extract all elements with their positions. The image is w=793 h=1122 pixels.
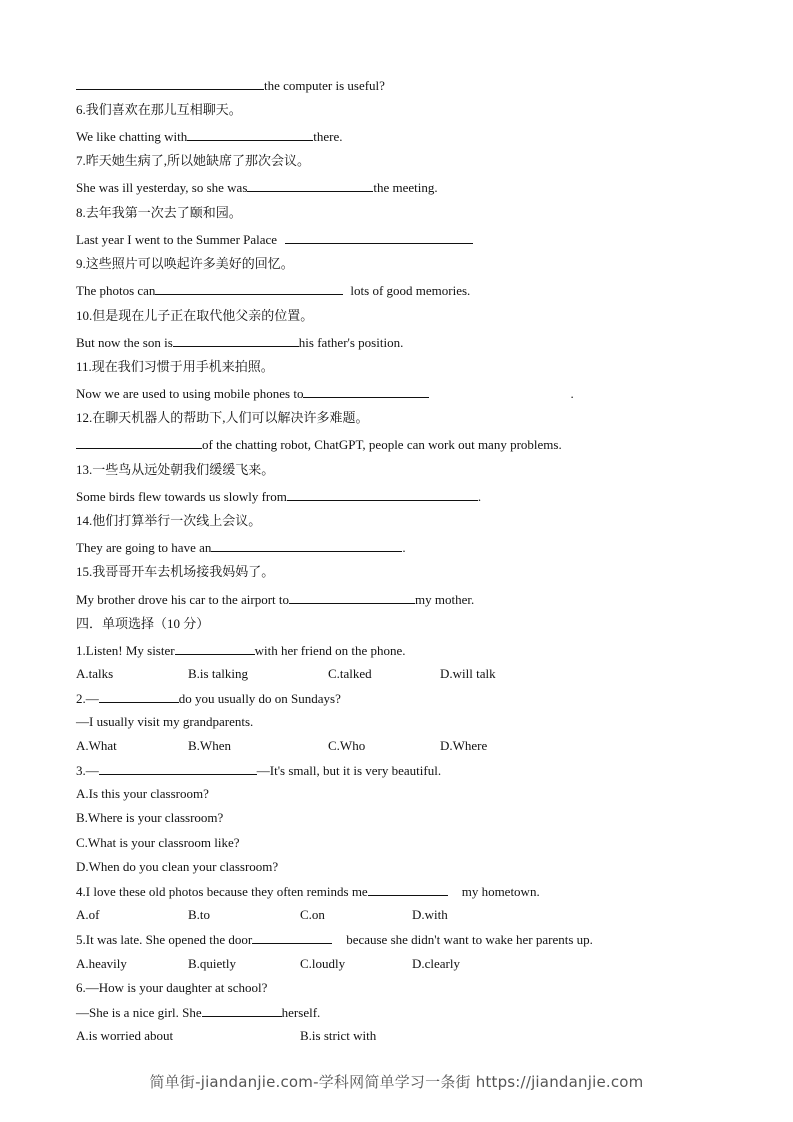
question-13-chinese: 13.一些鸟从远处朝我们缓缓飞来。 (76, 462, 275, 477)
answer-blank[interactable] (76, 436, 202, 449)
answer-blank[interactable] (202, 1004, 282, 1017)
answer-blank[interactable] (155, 282, 343, 295)
mc-question-4-options (76, 907, 448, 923)
line-text: do you usually do on Sundays? (178, 691, 341, 706)
line-text: his father's position. (298, 335, 404, 350)
option-c[interactable]: C.talked (328, 666, 372, 681)
question-15-english (76, 591, 474, 608)
answer-blank[interactable] (187, 128, 313, 141)
section-4-heading: 四．单项选择（10 分） (76, 616, 210, 631)
question-9-chinese: 9.这些照片可以唤起许多美好的回忆。 (76, 256, 294, 271)
line-text: Some birds flew towards us slowly from (76, 489, 287, 504)
line-text: 2.— (76, 691, 99, 706)
mc-question-2-options (76, 738, 487, 754)
option-b[interactable]: B.When (188, 738, 231, 753)
option-b[interactable]: B.quietly (188, 956, 237, 971)
line-text: 5.It was late. She opened the door (76, 932, 253, 947)
question-8-english (76, 231, 473, 248)
line-text: there. (313, 129, 343, 144)
line-text: . (570, 386, 574, 401)
option-b[interactable]: B.is strict with (300, 1028, 377, 1043)
option-a[interactable]: A.is worried about (76, 1028, 174, 1043)
line-text: because she didn't want to wake her parents up. (346, 932, 593, 947)
answer-blank[interactable] (303, 385, 429, 398)
line-text: She was ill yesterday, so she was (76, 180, 248, 195)
option-b[interactable]: B.is talking (188, 666, 248, 681)
option-c[interactable]: C.What is your classroom like? (76, 835, 240, 850)
question-9-english (76, 282, 470, 299)
line-text: . (477, 489, 482, 504)
question-8-chinese: 8.去年我第一次去了颐和园。 (76, 205, 242, 220)
question-7-english (76, 179, 438, 196)
line-text: Last year I went to the Summer Palace (76, 232, 278, 247)
question-14-chinese: 14.他们打算举行一次线上会议。 (76, 513, 262, 528)
option-a[interactable]: A.heavily (76, 956, 127, 971)
answer-blank[interactable] (99, 762, 257, 775)
question-12-english (76, 436, 562, 453)
question-12-chinese: 12.在聊天机器人的帮助下,人们可以解决许多难题。 (76, 410, 369, 425)
mc-question-5 (76, 931, 593, 948)
option-c[interactable]: C.Who (328, 738, 366, 753)
line-text: Now we are used to using mobile phones to (76, 386, 304, 401)
option-b[interactable]: B.Where is your classroom? (76, 810, 224, 825)
answer-blank[interactable] (175, 642, 255, 655)
question-11-chinese: 11.现在我们习惯于用手机来拍照。 (76, 359, 274, 374)
line-text: herself. (281, 1005, 321, 1020)
question-10-english (76, 334, 403, 351)
question-15-chinese: 15.我哥哥开车去机场接我妈妈了。 (76, 564, 275, 579)
mc-question-1-options (76, 666, 496, 682)
mc-question-1 (76, 642, 405, 659)
question-7-chinese: 7.昨天她生病了,所以她缺席了那次会议。 (76, 153, 311, 168)
line-text: 1.Listen! My sister (76, 643, 175, 658)
line-text: But now the son is (76, 335, 173, 350)
question-6-chinese: 6.我们喜欢在那儿互相聊天。 (76, 102, 242, 117)
question-10-chinese: 10.但是现在儿子正在取代他父亲的位置。 (76, 308, 314, 323)
answer-blank[interactable] (247, 179, 373, 192)
translation-line-5-answer (76, 77, 385, 94)
line-text: with her friend on the phone. (254, 643, 406, 658)
line-text: —It's small, but it is very beautiful. (256, 763, 442, 778)
mc-question-2 (76, 690, 341, 707)
option-d[interactable]: D.with (412, 907, 448, 922)
question-6-english (76, 128, 342, 145)
mc-question-2-reply: —I usually visit my grandparents. (76, 714, 254, 729)
mc-question-6-options (76, 1028, 376, 1044)
answer-blank[interactable] (211, 539, 402, 552)
option-a[interactable]: A.Is this your classroom? (76, 786, 209, 801)
question-11-english (76, 385, 574, 402)
answer-blank[interactable] (287, 488, 478, 501)
option-d[interactable]: D.When do you clean your classroom? (76, 859, 279, 874)
mc-question-5-options (76, 956, 460, 972)
answer-blank[interactable] (252, 931, 332, 944)
line-text: 4.I love these old photos because they often reminds me (76, 884, 368, 899)
line-text: of the chatting robot, ChatGPT, people can work out many problems. (202, 437, 562, 452)
mc-question-3 (76, 762, 441, 779)
line-text: We like chatting with (76, 129, 188, 144)
option-d[interactable]: D.clearly (412, 956, 461, 971)
option-b[interactable]: B.to (188, 907, 211, 922)
question-14-english (76, 539, 406, 556)
answer-blank[interactable] (76, 77, 264, 90)
option-d[interactable]: D.Where (440, 738, 488, 753)
mc-question-6-reply (76, 1004, 320, 1021)
option-d[interactable]: D.will talk (440, 666, 496, 681)
line-text: my mother. (415, 592, 475, 607)
line-text: —She is a nice girl. She (76, 1005, 202, 1020)
answer-blank[interactable] (285, 231, 473, 244)
mc-question-6: 6.—How is your daughter at school? (76, 980, 268, 995)
line-text: my hometown. (461, 884, 540, 899)
answer-blank[interactable] (289, 591, 415, 604)
line-text: 3.— (76, 763, 99, 778)
question-13-english (76, 488, 481, 505)
line-text: the meeting. (373, 180, 438, 195)
option-c[interactable]: C.on (300, 907, 325, 922)
answer-blank[interactable] (99, 690, 179, 703)
line-text: the computer is useful? (264, 78, 385, 93)
option-a[interactable]: A.What (76, 738, 117, 753)
line-text: My brother drove his car to the airport to (76, 592, 289, 607)
line-text: They are going to have an (76, 540, 212, 555)
mc-question-4 (76, 883, 540, 900)
footer-watermark[interactable]: 简单街-jiandanjie.com-学科网简单学习一条街 https://jiandanjie.com (149, 1073, 644, 1091)
answer-blank[interactable] (368, 883, 448, 896)
line-text: The photos can (76, 283, 156, 298)
option-a[interactable]: A.of (76, 907, 100, 922)
option-a[interactable]: A.talks (76, 666, 114, 681)
answer-blank[interactable] (173, 334, 299, 347)
line-text: lots of good memories. (350, 283, 471, 298)
line-text: . (402, 540, 406, 555)
option-c[interactable]: C.loudly (300, 956, 346, 971)
